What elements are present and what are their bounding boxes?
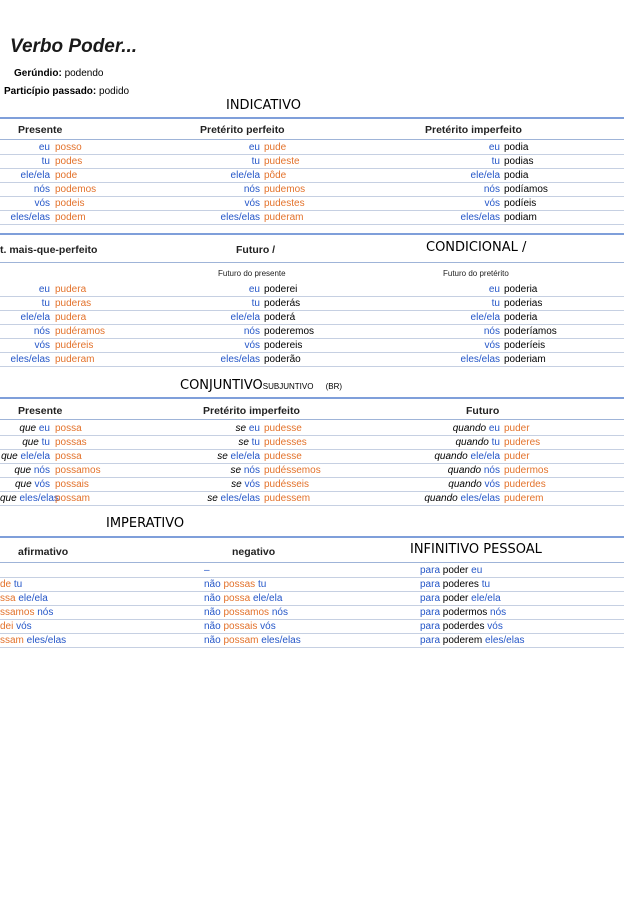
pronoun: eles/elas [26,635,67,646]
infinitivo-form [420,592,501,605]
verb-form: ssa [0,593,19,604]
conj-word: se [235,423,249,434]
pronoun: nós [243,184,260,195]
verb-form: pudera [55,312,87,323]
para-word: para [420,565,443,576]
pronoun: vós [34,479,50,490]
pronoun: vós [244,340,260,351]
conj-word: se [238,437,252,448]
table-row [0,169,624,183]
verb-form: puderam [264,212,304,223]
table-row [0,492,624,506]
verb-form: puderes [504,437,541,448]
infinitivo-form [420,620,503,633]
verb-form: poderes [442,579,482,590]
verb-form: ssam [0,635,27,646]
table-row [0,155,624,169]
verb-form: pudésseis [264,479,310,490]
pronoun: ele/ela [470,312,500,323]
verb-form: poderás [264,298,301,309]
pronoun: tu [491,156,500,167]
verb-form: poderemos [264,326,315,337]
table-row [0,620,624,634]
verb-form: possam [55,493,91,504]
verb-form: pode [55,170,78,181]
pronoun: eles/elas [10,354,50,365]
pronoun: tu [13,579,23,590]
table-row [0,325,624,339]
verb-form: podermos [442,607,491,618]
table-row [0,564,624,578]
verb-form: pudesses [264,437,307,448]
pronoun: ele/ela [252,593,283,604]
pronoun: eu [248,284,260,295]
verb-form: podiam [504,212,537,223]
table-row [0,606,624,620]
table-row [0,578,624,592]
pronoun: ele/ela [470,170,500,181]
conj-imperfeito-subject [190,436,260,449]
verb-form: possamos [55,465,101,476]
verb-form: poder [442,593,472,604]
pronoun: vós [34,198,50,209]
para-word: para [420,579,443,590]
verb-form: pudéssemos [264,465,321,476]
conj-presente-subject [0,450,50,463]
table-row [0,297,624,311]
pronoun: nós [483,184,500,195]
neg-word: não [204,607,224,618]
conj-word: se [230,465,244,476]
verb-form: poder [442,565,472,576]
pronoun: nós [33,184,50,195]
verb-form: puder [504,451,530,462]
afirmativo-form [0,634,66,647]
conj-presente-subject [0,422,50,435]
verb-form: pudermos [504,465,549,476]
conj-imperfeito-subject [190,422,260,435]
divider [0,397,624,399]
participle-value: podido [99,86,130,97]
pronoun: eles/elas [220,493,260,504]
conj-word: quando [448,479,485,490]
verb-form: puder [504,423,530,434]
negativo-form [204,634,301,647]
conj-presente-subject [0,478,50,491]
pronoun: nós [37,607,54,618]
indicativo-title: INDICATIVO [226,98,302,113]
header-conj-presente: Presente [18,405,63,417]
subjuntivo-label: SUBJUNTIVO [262,382,314,391]
infinitivo-form [420,634,525,647]
pronoun: eu [488,423,500,434]
conj-futuro-subject [400,450,500,463]
negativo-form [204,564,210,577]
pronoun: eles/elas [261,635,301,646]
pronoun: eu [38,142,50,153]
pronoun: tu [251,437,260,448]
pronoun: nós [33,465,50,476]
conj-imperfeito-subject [190,464,260,477]
table-row [0,339,624,353]
pronoun: eu [488,284,500,295]
verb-form: puderem [504,493,544,504]
header-negativo: negativo [232,546,276,558]
negativo-form [204,606,288,619]
conjuntivo-label: CONJUNTIVO [180,378,263,393]
neg-word: não [204,579,224,590]
conjuntivo-title [180,378,342,393]
pronoun: ele/ela [18,593,48,604]
table-row [0,197,624,211]
pronoun: eu [248,142,260,153]
pronoun: tu [41,298,50,309]
verb-form: poderiam [504,354,546,365]
afirmativo-form [0,578,22,591]
divider [0,262,624,263]
pronoun: ele/ela [470,451,500,462]
verb-form: pudéreis [55,340,94,351]
negativo-form [204,620,276,633]
conj-word: quando [455,437,492,448]
conj-word: se [231,479,245,490]
pronoun: vós [16,621,32,632]
pronoun: tu [491,437,500,448]
futuro-label: Futuro / [236,244,276,256]
verb-form: podem [55,212,86,223]
conj-word: quando [434,451,471,462]
verb-form: poderão [264,354,301,365]
pronoun: eu [488,142,500,153]
afirmativo-form [0,606,53,619]
verb-form: poderdes [442,621,488,632]
table-row [0,211,624,225]
verb-form: poderíamos [504,326,557,337]
table-row [0,478,624,492]
pronoun: eles/elas [220,354,260,365]
conj-word: se [207,493,221,504]
negativo-form [204,578,266,591]
subheader-futuro-presente: Futuro do presente [218,269,286,278]
verb-form: pudestes [264,198,305,209]
verb-form: possa [223,593,253,604]
neg-word: não [204,621,224,632]
afirmativo-form [0,620,32,633]
conj-futuro-subject [400,464,500,477]
pronoun: vós [487,621,503,632]
divider [0,233,624,235]
table-row [0,311,624,325]
table-row [0,283,624,297]
header-conj-futuro: Futuro [466,405,500,417]
verb-form: pudéramos [55,326,106,337]
verb-form: possamos [223,607,272,618]
gerund-label: Gerúndio: [14,68,62,79]
header-condicional: CONDICIONAL / [426,240,527,255]
pronoun: eles/elas [460,354,500,365]
verb-form: poderia [504,284,538,295]
conj-word: que [22,437,42,448]
pronoun: nós [243,465,260,476]
verb-form: possais [55,479,89,490]
pronoun: nós [33,326,50,337]
verb-form: puderdes [504,479,546,490]
pronoun: eu [38,423,50,434]
imperativo-title: IMPERATIVO [106,516,185,531]
afirmativo-form [0,592,48,605]
table-row [0,450,624,464]
header-perfeito: Pretérito perfeito [200,124,285,136]
pronoun: vós [260,621,276,632]
pronoun: tu [41,437,50,448]
pronoun: ele/ela [471,593,501,604]
pronoun: nós [490,607,507,618]
pronoun: ele/ela [230,451,260,462]
pronoun: ele/ela [230,170,260,181]
conj-word: se [217,451,231,462]
verb-form: podíeis [504,198,537,209]
verb-form: possas [55,437,87,448]
verb-form: pôde [264,170,287,181]
header-imperfeito: Pretérito imperfeito [425,124,522,136]
pronoun: vós [34,340,50,351]
verb-form: podeis [55,198,85,209]
conj-word: que [14,479,35,490]
pronoun: ele/ela [20,170,50,181]
pronoun: vós [484,340,500,351]
para-word: para [420,621,443,632]
subheader-futuro-preterito: Futuro do pretérito [443,269,509,278]
para-word: para [420,607,443,618]
divider [0,139,624,140]
pronoun: vós [244,198,260,209]
page-title: Verbo Poder... [10,36,138,57]
verb-form: possa [55,451,82,462]
verb-form: podias [504,156,534,167]
verb-form: poderá [264,312,296,323]
verb-form: puderam [55,354,95,365]
pronoun: ele/ela [230,312,260,323]
verb-form: de [0,579,14,590]
pronoun: nós [483,326,500,337]
gerund-line [14,68,104,79]
pronoun: vós [484,198,500,209]
neg-word: não [204,593,224,604]
pronoun: tu [251,156,260,167]
conj-imperfeito-subject [190,450,260,463]
verb-form: pudeste [264,156,300,167]
table-row [0,592,624,606]
verb-form: podíamos [504,184,548,195]
pronoun: eles/elas [485,635,525,646]
conj-word: quando [452,423,489,434]
verb-form: podia [504,170,529,181]
pronoun: ele/ela [20,312,50,323]
pronoun: tu [251,298,260,309]
conj-word: que [19,423,39,434]
pronoun: nós [243,326,260,337]
header-presente: Presente [18,124,63,136]
header-conj-imperfeito: Pretérito imperfeito [203,405,300,417]
verb-form: poderíeis [504,340,546,351]
header-infinitivo-pessoal: INFINITIVO PESSOAL [410,542,542,557]
verb-form: podemos [55,184,97,195]
verb-form: pudemos [264,184,306,195]
pronoun: eu [471,565,483,576]
verb-form: pudesse [264,423,302,434]
verb-form: dei [0,621,17,632]
conj-word: que [14,465,34,476]
gerund-value: podendo [64,68,104,79]
br-label: (BR) [325,382,343,391]
verb-form: podia [504,142,529,153]
negativo-form [204,592,282,605]
pronoun: nós [483,465,500,476]
table-row [0,141,624,155]
verb-form: pudera [55,284,87,295]
conj-word: que [1,451,21,462]
pronoun: tu [257,579,267,590]
verb-form: puderas [55,298,92,309]
pronoun: eles/elas [220,212,260,223]
table-row [0,436,624,450]
participle-label: Particípio passado: [4,86,97,97]
infinitivo-form [420,564,482,577]
verb-form: possam [223,635,262,646]
conj-imperfeito-subject [190,492,260,505]
table-row [0,464,624,478]
divider [0,562,624,563]
pronoun: eles/elas [19,493,59,504]
pronoun: vós [484,479,500,490]
conj-futuro-subject [400,492,500,505]
pronoun: eu [248,423,260,434]
table-row [0,634,624,648]
verb-form: pudesse [264,451,302,462]
verb-form: possas [223,579,258,590]
header-futuro [236,244,275,256]
conj-futuro-subject [400,436,500,449]
divider [0,536,624,538]
table-row [0,183,624,197]
divider [0,419,624,420]
conj-futuro-subject [400,422,500,435]
pronoun: nós [271,607,288,618]
pronoun: tu [491,298,500,309]
conj-presente-subject [0,492,59,505]
conj-word: quando [447,465,484,476]
table-row [0,353,624,367]
pronoun: eu [38,284,50,295]
verb-form: poderia [504,312,538,323]
pronoun: tu [41,156,50,167]
conj-presente-subject [0,436,50,449]
verb-form: poderei [264,284,298,295]
para-word: para [420,593,443,604]
verb-form: podereis [264,340,303,351]
pronoun: ele/ela [20,451,50,462]
pronoun: eles/elas [460,212,500,223]
para-word: para [420,635,443,646]
verb-form: podes [55,156,83,167]
verb-form: poderem [442,635,486,646]
verb-form: pudessem [264,493,311,504]
infinitivo-form [420,606,506,619]
verb-form: possais [223,621,261,632]
verb-form: pude [264,142,287,153]
conj-futuro-subject [400,478,500,491]
verb-form: poderias [504,298,543,309]
neg-word: não [204,635,224,646]
table-row [0,422,624,436]
conj-imperfeito-subject [190,478,260,491]
divider [0,117,624,119]
conj-word: que [0,493,20,504]
header-mais-que-perfeito: t. mais-que-perfeito [0,244,98,256]
pronoun: eles/elas [460,493,500,504]
neg-word: – [204,565,210,576]
infinitivo-form [420,578,490,591]
verb-form: ssamos [0,607,38,618]
header-afirmativo: afirmativo [18,546,69,558]
pronoun: tu [481,579,491,590]
participle-line [4,86,129,97]
pronoun: vós [244,479,260,490]
pronoun: eles/elas [10,212,50,223]
verb-form: posso [55,142,82,153]
conj-presente-subject [0,464,50,477]
verb-form: possa [55,423,82,434]
conj-word: quando [424,493,461,504]
